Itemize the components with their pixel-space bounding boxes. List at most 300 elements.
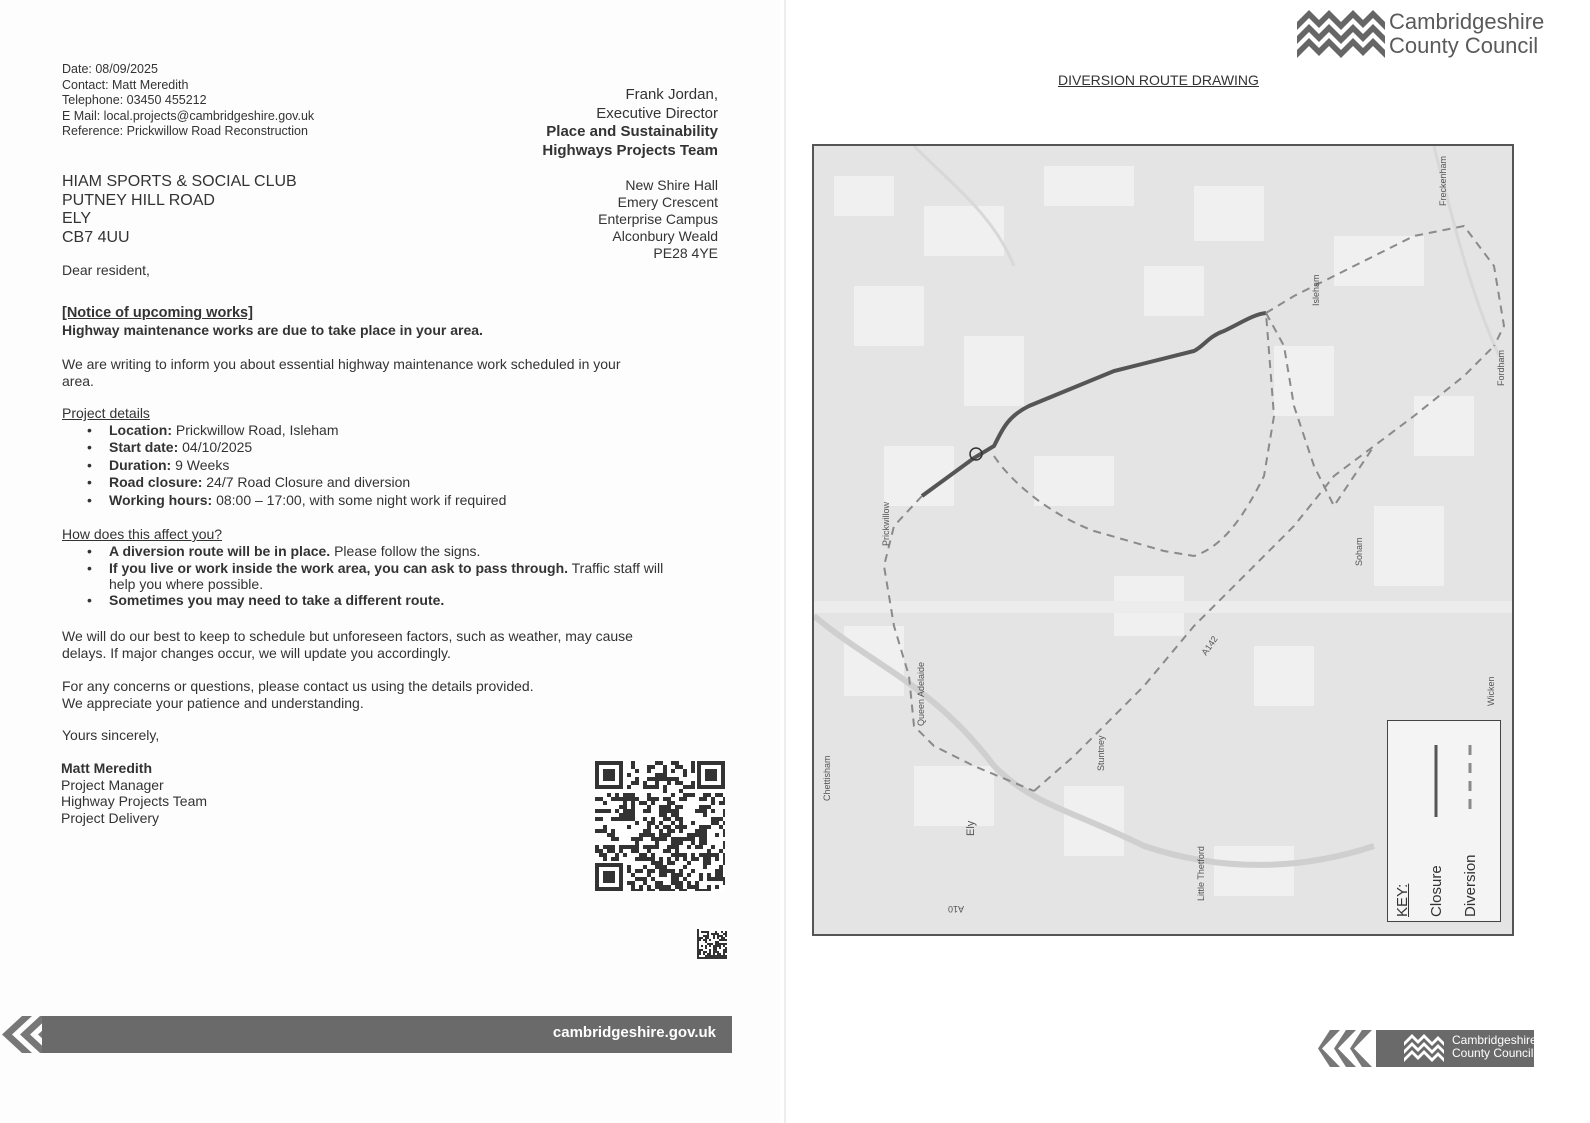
datamatrix-module: [723, 937, 725, 939]
qr-module: [703, 841, 707, 845]
map-label: A10: [947, 904, 964, 914]
qr-module: [639, 869, 643, 873]
qr-module: [651, 837, 655, 841]
logo-line: Cambridgeshire: [1452, 1033, 1537, 1047]
qr-module: [647, 777, 651, 781]
qr-module: [655, 773, 659, 777]
qr-module: [603, 825, 607, 829]
footer-bar: [42, 1016, 732, 1053]
qr-module: [691, 869, 695, 873]
qr-module: [715, 793, 719, 797]
qr-module: [699, 829, 703, 833]
qr-module: [647, 825, 651, 829]
datamatrix-module: [705, 947, 707, 949]
qr-module: [667, 885, 671, 889]
qr-module: [643, 829, 647, 833]
qr-module: [715, 817, 719, 821]
qr-module: [599, 853, 603, 857]
qr-module: [659, 861, 663, 865]
qr-module: [627, 813, 631, 817]
qr-module: [707, 877, 711, 881]
datamatrix-module: [705, 955, 707, 957]
list-item: [109, 560, 672, 592]
datamatrix-module: [715, 947, 717, 949]
qr-module: [627, 817, 631, 821]
datamatrix-module: [713, 951, 715, 953]
qr-module: [627, 845, 631, 849]
project-details-list: [62, 422, 662, 510]
key-line-symbols: [1428, 741, 1478, 821]
qr-module: [635, 777, 639, 781]
qr-module: [631, 881, 635, 885]
qr-module: [711, 877, 715, 881]
qr-module: [635, 781, 639, 785]
qr-module: [695, 809, 699, 813]
qr-module: [703, 793, 707, 797]
datamatrix-module: [705, 951, 707, 953]
list-item: [109, 439, 662, 457]
qr-module: [611, 849, 615, 853]
recipient-line: ELY: [62, 210, 92, 227]
qr-module: [659, 833, 663, 837]
datamatrix-module: [725, 949, 727, 951]
map-label: Queen Adelaide: [916, 661, 926, 726]
qr-module: [627, 773, 631, 777]
qr-module: [667, 857, 671, 861]
qr-module: [647, 769, 651, 773]
datamatrix-module: [723, 951, 725, 953]
qr-module: [647, 793, 651, 797]
qr-module: [631, 813, 635, 817]
datamatrix-code: [697, 929, 727, 959]
qr-module: [679, 853, 683, 857]
schedule-paragraph: We will do our best to keep to schedule but unforeseen factors, such as weather, may cause delays. If major changes occur, we will update you accordingly.: [62, 628, 633, 661]
qr-module: [655, 881, 659, 885]
qr-module: [707, 849, 711, 853]
qr-module: [659, 873, 663, 877]
map-label: Soham: [1354, 537, 1364, 566]
affect-item-bold: Sometimes you may need to take a different route.: [109, 592, 445, 608]
qr-module: [595, 829, 599, 833]
qr-module: [707, 873, 711, 877]
affect-item-text: Please follow the signs.: [330, 542, 481, 559]
datamatrix-module: [709, 945, 711, 947]
qr-module: [671, 769, 675, 773]
datamatrix-module: [719, 943, 721, 945]
qr-module: [639, 801, 643, 805]
qr-module: [603, 829, 607, 833]
qr-module: [683, 773, 687, 777]
qr-module: [647, 845, 651, 849]
qr-module: [635, 837, 639, 841]
qr-module: [619, 813, 623, 817]
qr-module: [691, 857, 695, 861]
datamatrix-module: [713, 949, 715, 951]
qr-module: [643, 865, 647, 869]
map-label: Wicken: [1486, 676, 1496, 706]
qr-module: [595, 817, 599, 821]
sender-name: Frank Jordan,: [625, 86, 718, 103]
qr-module: [595, 809, 599, 813]
qr-module: [667, 849, 671, 853]
qr-module: [615, 857, 619, 861]
qr-module: [691, 821, 695, 825]
qr-module: [671, 841, 675, 845]
qr-module: [627, 825, 631, 829]
qr-module: [611, 833, 615, 837]
qr-module: [703, 805, 707, 809]
datamatrix-module: [701, 937, 703, 939]
qr-module: [651, 853, 655, 857]
qr-module: [671, 801, 675, 805]
qr-module: [707, 857, 711, 861]
signatory-name: Matt Meredith: [61, 760, 152, 776]
qr-module: [623, 805, 627, 809]
qr-module: [663, 765, 667, 769]
qr-module: [651, 833, 655, 837]
qr-module: [671, 853, 675, 857]
datamatrix-module: [719, 935, 721, 937]
qr-module: [667, 781, 671, 785]
qr-module: [647, 849, 651, 853]
qr-module: [675, 853, 679, 857]
datamatrix-module: [719, 947, 721, 949]
qr-module: [707, 825, 711, 829]
qr-module: [723, 881, 725, 885]
qr-module: [647, 821, 651, 825]
qr-module: [719, 793, 723, 797]
datamatrix-module: [703, 931, 705, 933]
qr-module: [655, 797, 659, 801]
datamatrix-module: [717, 953, 719, 955]
qr-module: [707, 889, 711, 891]
affect-heading: How does this affect you?: [62, 526, 223, 542]
qr-module: [595, 849, 599, 853]
affect-section: [62, 526, 672, 610]
datamatrix-module: [723, 933, 725, 935]
qr-module: [719, 849, 723, 853]
datamatrix-module: [715, 955, 717, 957]
qr-module: [663, 785, 667, 789]
datamatrix-module: [709, 943, 711, 945]
qr-module: [651, 845, 655, 849]
datamatrix-module: [717, 951, 719, 953]
qr-module: [615, 793, 619, 797]
qr-module: [599, 849, 603, 853]
affect-item-bold: If you live or work inside the work area, you can ask to pass through.: [109, 560, 569, 576]
qr-module: [719, 817, 723, 821]
qr-module: [675, 881, 679, 885]
qr-module: [635, 869, 639, 873]
qr-module: [611, 857, 615, 861]
datamatrix-module: [709, 951, 711, 953]
qr-module: [683, 877, 687, 881]
datamatrix-module: [705, 939, 707, 941]
qr-module: [635, 797, 639, 801]
qr-module: [643, 853, 647, 857]
key-closure-label: Closure: [1428, 865, 1445, 917]
qr-module: [631, 781, 635, 785]
datamatrix-module: [699, 939, 701, 941]
qr-module: [679, 869, 683, 873]
contact-paragraph: [62, 678, 662, 711]
sender-address-line: Enterprise Campus: [598, 211, 718, 227]
datamatrix-module: [715, 931, 717, 933]
qr-module: [675, 761, 679, 765]
qr-module: [675, 777, 679, 781]
sender-block: [542, 86, 718, 160]
qr-module: [595, 845, 599, 849]
qr-module: [675, 813, 679, 817]
qr-module: [619, 805, 623, 809]
qr-module: [647, 829, 651, 833]
datamatrix-module: [721, 955, 723, 957]
qr-module: [595, 797, 599, 801]
qr-module: [655, 837, 659, 841]
datamatrix-module: [707, 935, 709, 937]
qr-module: [651, 869, 655, 873]
qr-module: [715, 877, 719, 881]
datamatrix-module: [725, 933, 727, 935]
sender-address: [598, 177, 718, 262]
qr-module: [715, 853, 719, 857]
qr-module: [723, 809, 725, 813]
datamatrix-module: [715, 949, 717, 951]
qr-module: [699, 853, 703, 857]
qr-module: [631, 885, 635, 889]
qr-module: [647, 873, 651, 877]
qr-module: [691, 793, 695, 797]
qr-module: [651, 861, 655, 865]
qr-module: [615, 809, 619, 813]
qr-module: [631, 873, 635, 877]
qr-module: [655, 845, 659, 849]
qr-module: [627, 785, 631, 789]
datamatrix-module: [719, 955, 721, 957]
qr-module: [639, 877, 643, 881]
qr-module: [655, 781, 659, 785]
closing: Yours sincerely,: [62, 727, 160, 743]
qr-module: [671, 821, 675, 825]
qr-module: [659, 813, 663, 817]
datamatrix-module: [725, 939, 727, 941]
qr-module: [631, 837, 635, 841]
qr-module: [663, 769, 667, 773]
datamatrix-module: [707, 955, 709, 957]
qr-module: [707, 793, 711, 797]
signatory-title: Project Manager: [61, 776, 164, 793]
sender-address-line: Alconbury Weald: [612, 228, 718, 244]
qr-module: [631, 761, 635, 765]
qr-module: [663, 817, 667, 821]
contact-line: For any concerns or questions, please contact us using the details provided.: [62, 678, 534, 694]
qr-module: [659, 773, 663, 777]
qr-module: [599, 829, 603, 833]
letter-page: [0, 0, 780, 1123]
datamatrix-module: [705, 935, 707, 937]
datamatrix-module: [713, 933, 715, 935]
datamatrix-module: [725, 943, 727, 945]
list-item: [109, 492, 662, 510]
qr-module: [659, 805, 663, 809]
recipient-line: CB7 4UU: [62, 228, 130, 246]
qr-module: [631, 849, 635, 853]
list-item: [109, 592, 672, 610]
qr-module: [655, 777, 659, 781]
qr-module: [647, 889, 651, 891]
qr-module: [607, 833, 611, 837]
qr-module: [687, 785, 691, 789]
qr-module: [663, 837, 667, 841]
qr-module: [719, 877, 723, 881]
qr-module: [671, 873, 675, 877]
qr-module: [671, 793, 675, 797]
qr-module: [659, 885, 663, 889]
qr-module: [655, 785, 659, 789]
qr-module: [663, 809, 667, 813]
qr-module: [651, 889, 655, 891]
qr-module: [623, 809, 627, 813]
qr-module: [703, 837, 707, 841]
datamatrix-module: [713, 947, 715, 949]
qr-module: [615, 817, 619, 821]
datamatrix-module: [725, 947, 727, 949]
qr-module: [699, 873, 703, 877]
datamatrix-module: [721, 939, 723, 941]
qr-module: [663, 885, 667, 889]
qr-module: [675, 825, 679, 829]
footer-url[interactable]: cambridgeshire.gov.uk: [552, 1024, 716, 1041]
qr-module: [615, 797, 619, 801]
qr-module: [675, 877, 679, 881]
qr-module: [679, 885, 683, 889]
qr-module: [671, 829, 675, 833]
qr-module: [663, 865, 667, 869]
notice-subheading: Highway maintenance works are due to take place in your area.: [62, 321, 483, 338]
affect-list: [62, 543, 672, 610]
datamatrix-module: [719, 953, 721, 955]
qr-module: [639, 857, 643, 861]
qr-module: [663, 777, 667, 781]
qr-module: [703, 889, 707, 891]
qr-module: [599, 797, 603, 801]
datamatrix-module: [725, 951, 727, 953]
qr-module: [611, 797, 615, 801]
letter-date: Date: 08/09/2025: [62, 62, 158, 76]
datamatrix-module: [705, 945, 707, 947]
qr-module: [667, 809, 671, 813]
recipient-address: [62, 173, 297, 247]
datamatrix-module: [709, 955, 711, 957]
qr-module: [627, 793, 631, 797]
datamatrix-module: [709, 939, 711, 941]
qr-module: [659, 881, 663, 885]
qr-module: [647, 765, 651, 769]
qr-module: [643, 845, 647, 849]
qr-module: [651, 801, 655, 805]
key-heading: KEY:: [1394, 883, 1411, 917]
datamatrix-module: [713, 955, 715, 957]
qr-module: [663, 797, 667, 801]
qr-module: [719, 801, 723, 805]
qr-module: [667, 825, 671, 829]
qr-module: [671, 861, 675, 865]
qr-module: [627, 881, 631, 885]
qr-module: [627, 869, 631, 873]
qr-module: [607, 849, 611, 853]
qr-module: [627, 865, 631, 869]
qr-module: [687, 793, 691, 797]
qr-module: [611, 829, 615, 833]
qr-module: [655, 861, 659, 865]
qr-module: [699, 841, 703, 845]
qr-module: [679, 881, 683, 885]
qr-module: [667, 869, 671, 873]
datamatrix-module: [703, 935, 705, 937]
qr-module: [635, 845, 639, 849]
qr-module: [611, 845, 615, 849]
qr-module: [699, 877, 703, 881]
datamatrix-module: [713, 937, 715, 939]
qr-module: [659, 809, 663, 813]
qr-module: [659, 761, 663, 765]
qr-module: [643, 809, 647, 813]
sender-address-line: New Shire Hall: [625, 177, 718, 193]
qr-module: [723, 833, 725, 837]
qr-module: [667, 777, 671, 781]
qr-module: [623, 813, 627, 817]
datamatrix-module: [717, 933, 719, 935]
datamatrix-module: [723, 945, 725, 947]
qr-module: [703, 833, 707, 837]
map-label: Isleham: [1311, 274, 1321, 306]
qr-module: [707, 853, 711, 857]
qr-module: [679, 765, 683, 769]
qr-module: [599, 809, 603, 813]
qr-module: [663, 789, 667, 793]
qr-module: [659, 829, 663, 833]
qr-module: [699, 833, 703, 837]
qr-module: [603, 857, 607, 861]
datamatrix-module: [713, 953, 715, 955]
datamatrix-module: [723, 949, 725, 951]
qr-module: [683, 837, 687, 841]
datamatrix-module: [699, 951, 701, 953]
datamatrix-module: [703, 939, 705, 941]
datamatrix-module: [723, 953, 725, 955]
map-label: A142: [1199, 634, 1220, 658]
datamatrix-module: [707, 933, 709, 935]
letter-contact: Contact: Matt Meredith: [62, 77, 189, 92]
qr-module: [631, 801, 635, 805]
qr-module: [667, 797, 671, 801]
qr-module: [627, 809, 631, 813]
qr-module: [675, 765, 679, 769]
qr-module: [683, 785, 687, 789]
qr-module: [675, 817, 679, 821]
qr-module: [675, 809, 679, 813]
qr-module: [679, 837, 683, 841]
qr-module: [651, 777, 655, 781]
qr-module: [699, 797, 703, 801]
datamatrix-module: [717, 935, 719, 937]
datamatrix-module: [703, 953, 705, 955]
qr-module: [635, 841, 639, 845]
qr-module: [631, 765, 635, 769]
qr-module: [671, 869, 675, 873]
qr-module: [675, 805, 679, 809]
qr-module: [643, 857, 647, 861]
